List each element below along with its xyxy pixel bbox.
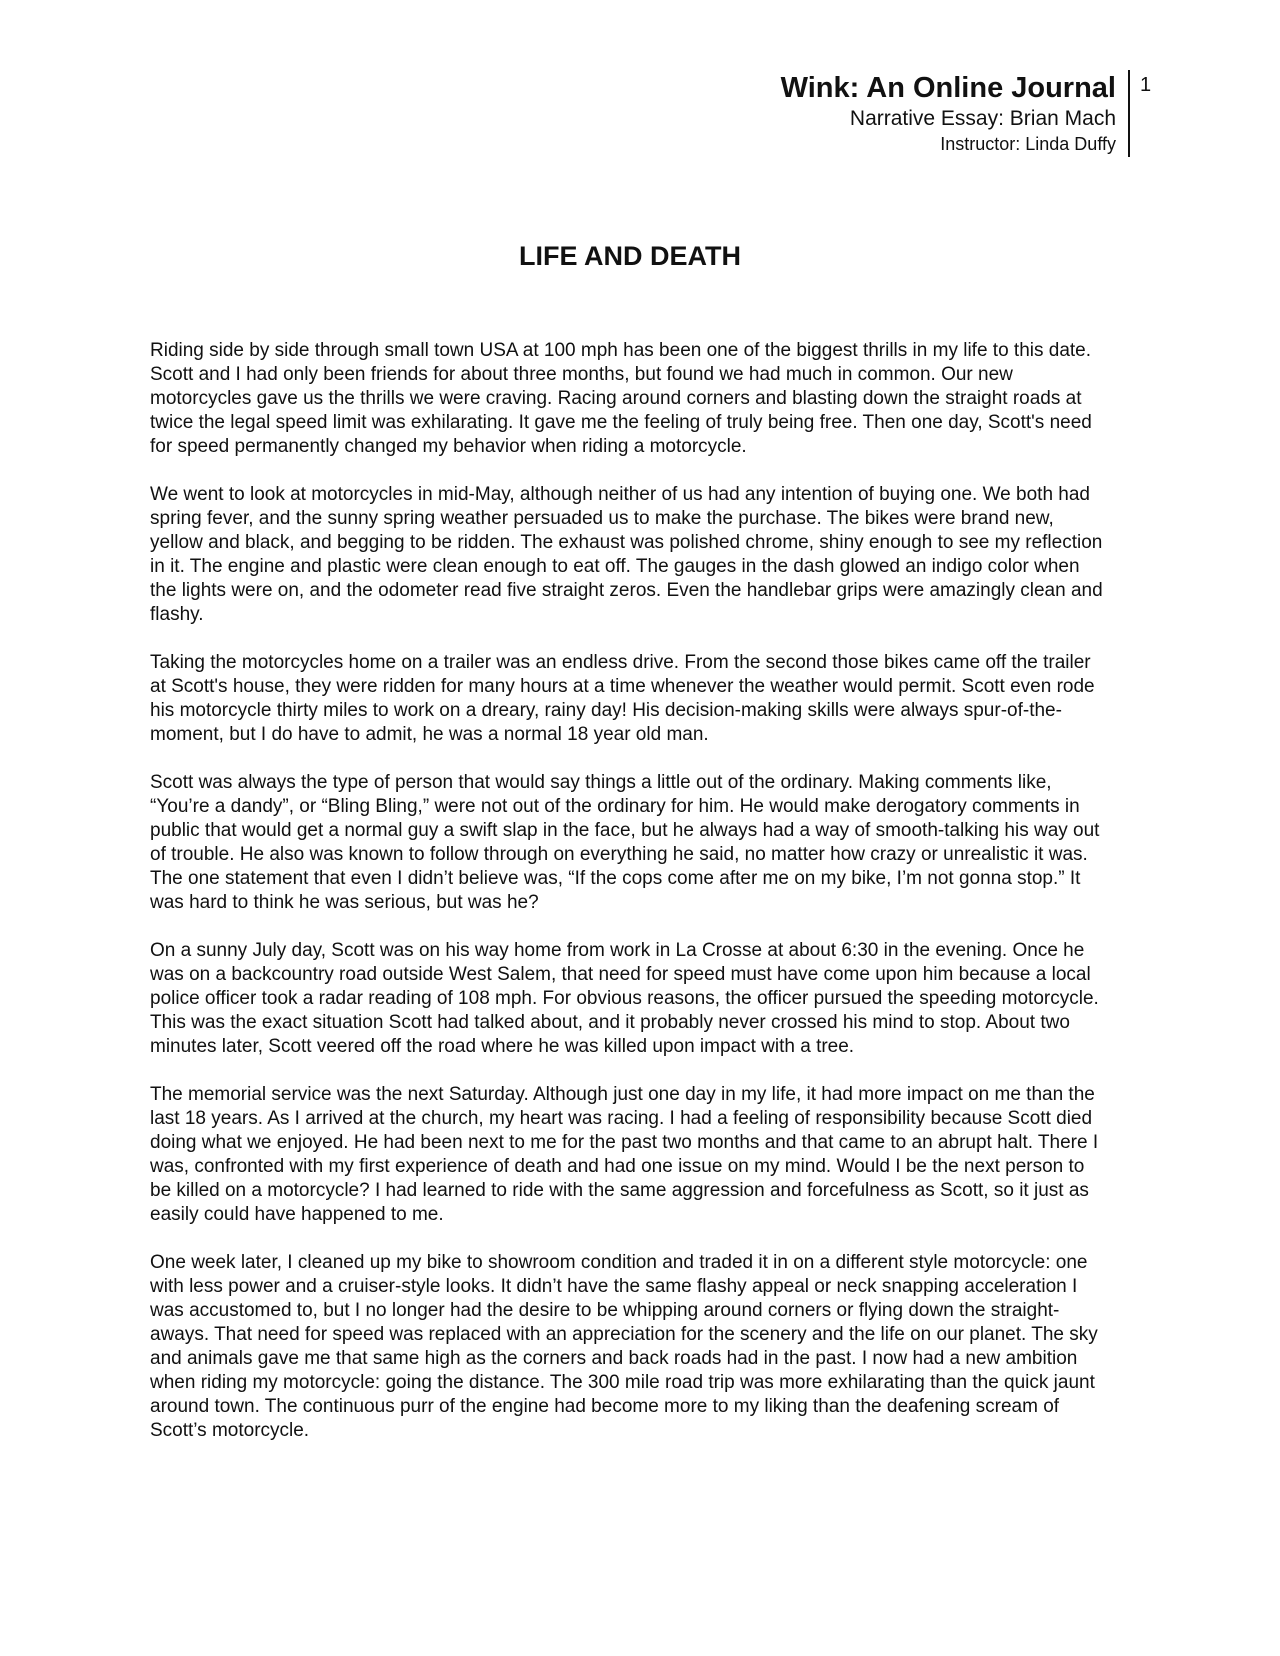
essay-body [150,339,1110,1467]
paragraph: Riding side by side through small town USA at 100 mph has been one of the biggest thrills in my life to this date. Scott and I had only been friends for about three months, but found we had much in common. Our new motorcycles gave us the thrills we were craving. Racing around corners and blasting down the straight roads at twice the legal speed limit was exhilarating. It gave me the feeling of truly being free. Then one day, Scott's need for speed permanently changed my behavior when riding a motorcycle. [150,340,1092,457]
paragraph: One week later, I cleaned up my bike to showroom condition and traded it in on a different style motorcycle: one with less power and a cruiser-style looks. It didn’t have the same flashy appeal or neck snapping acceleration I was accustomed to, but I no longer had the desire to be whipping around corners or flying down the straight-aways. That need for speed was replaced with an appreciation for the scenery and the life on our planet. The sky and animals gave me that same high as the corners and back roads had in the past. I now had a new ambition when riding my motorcycle: going the distance. The 300 mile road trip was more exhilarating than the quick jaunt around town. The continuous purr of the engine had become more to my liking than the deafening scream of Scott’s motorcycle. [150,1252,1098,1441]
paragraph: Scott was always the type of person that would say things a little out of the ordinary. Making comments like, “You’re a dandy”, or “Bling Bling,” were not out of the ordinary for him. He would make derogatory comments in public that would get a normal guy a swift slap in the face, but he always had a way of smooth-talking his way out of trouble. He also was known to follow through on everything he said, no matter how crazy or unrealistic it was. The one statement that even I didn’t believe was, “If the cops come after me on my bike, I’m not gonna stop.” It was hard to think he was serious, but was he? [150,772,1100,913]
essay-author-line: Narrative Essay: Brian Mach [849,107,1116,130]
paragraph: Taking the motorcycles home on a trailer was an endless drive. From the second those bikes came off the trailer at Scott's house, they were ridden for many hours at a time whenever the weather would permit. Scott even rode his motorcycle thirty miles to work on a dreary, rainy day! His decision-making skills were always spur-of-the-moment, but I do have to admit, he was a normal 18 year old man. [150,652,1095,745]
paragraph: The memorial service was the next Saturday. Although just one day in my life, it had more impact on me than the last 18 years. As I arrived at the church, my heart was racing. I had a feeling of responsibility because Scott died doing what we enjoyed. He had been next to me for the past two months and that came to an abrupt halt. There I was, confronted with my first experience of death and had one issue on my mind. Would I be the next person to be killed on a motorcycle? I had learned to ride with the same aggression and forcefulness as Scott, so it just as easily could have happened to me. [150,1084,1099,1225]
journal-title: Wink: An Online Journal [780,72,1116,104]
paragraph: On a sunny July day, Scott was on his way home from work in La Crosse at about 6:30 in the evening. Once he was on a backcountry road outside West Salem, that need for speed must have come upon him because a local police officer took a radar reading of 108 mph. For obvious reasons, the officer pursued the speeding motorcycle. This was the exact situation Scott had talked about, and it probably never crossed his mind to stop. About two minutes later, Scott veered off the road where he was killed upon impact with a tree. [150,940,1099,1057]
page-number: 1 [1140,74,1152,96]
paragraph: We went to look at motorcycles in mid-May, although neither of us had any intention of buying one. We both had spring fever, and the sunny spring weather persuaded us to make the purchase. The bikes were brand new, yellow and black, and begging to be ridden. The exhaust was polished chrome, shiny enough to see my reflection in it. The engine and plastic were clean enough to eat off. The gauges in the dash glowed an indigo color when the lights were on, and the odometer read five straight zeros. Even the handlebar grips were amazingly clean and flashy. [150,484,1103,625]
running-header [781,70,1130,157]
essay-title: LIFE AND DEATH [519,241,741,271]
instructor-line: Instructor: Linda Duffy [940,134,1116,154]
